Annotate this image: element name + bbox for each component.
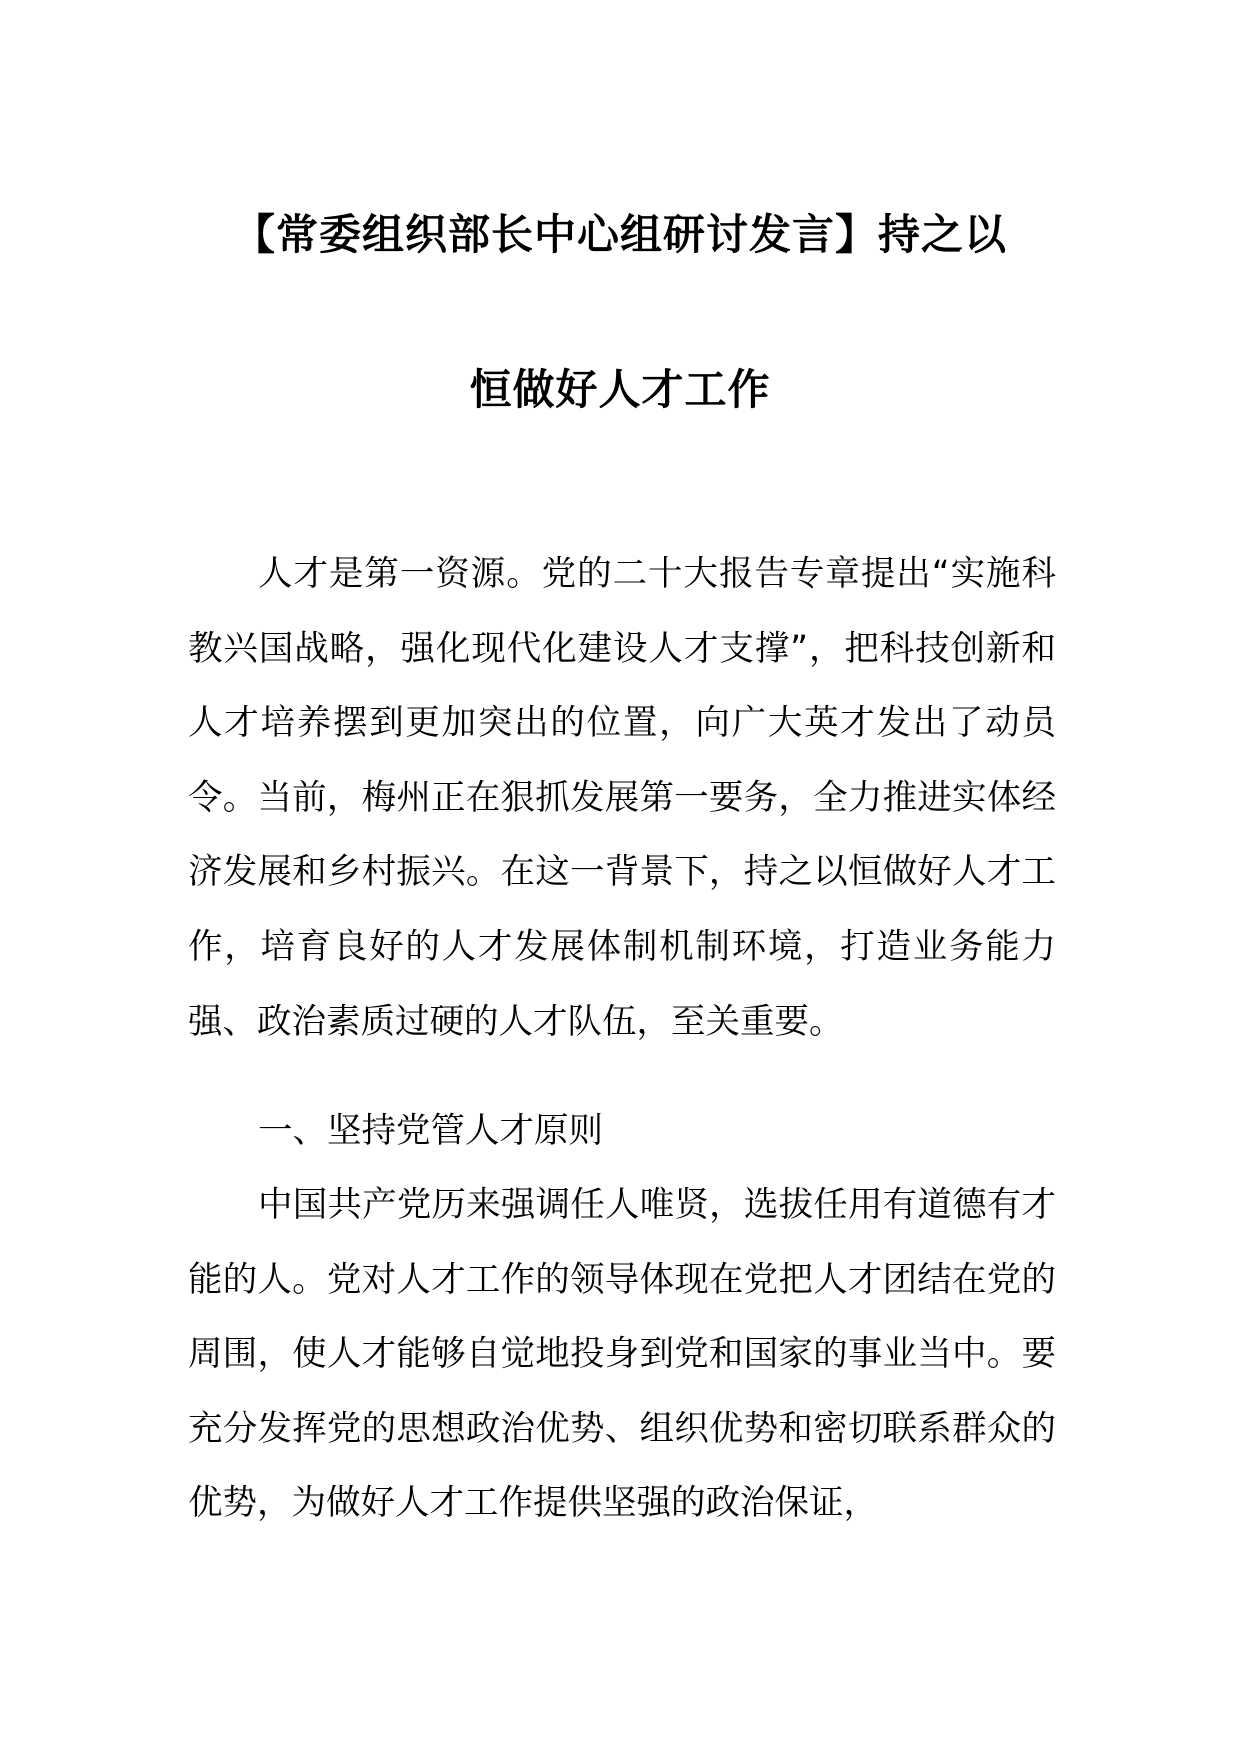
paragraph-intro: 人才是第一资源。党的二十大报告专章提出“实施科教兴国战略，强化现代化建设人才支撑”，把科技创新和人才培养摆到更加突出的位置，向广大英才发出了动员令。当前，梅州正在狠抓发展第一要务，全力推进实体经济发展和乡村振兴。在这一背景下，持之以恒做好人才工作，培育良好的人才发展体制机制环境，打造业务能力强、政治素质过硬的人才队伍，至关重要。 [188,554,1056,1042]
document-title-line-2: 恒做好人才工作 [469,365,771,414]
document-title-line-1: 【常委组织部长中心组研讨发言】持之以 [232,210,1007,259]
paragraph-section-1: 中国共产党历来强调任人唯贤，选拔任用有道德有才能的人。党对人才工作的领导体现在党把人才团结在党的周围，使人才能够自觉地投身到党和国家的事业当中。要充分发挥党的思想政治优势、组织优势和密切联系群众的优势，为做好人才工作提供坚强的政治保证， [188,1185,1056,1524]
section-heading-1: 一、坚持党管人才原则 [258,1111,603,1151]
